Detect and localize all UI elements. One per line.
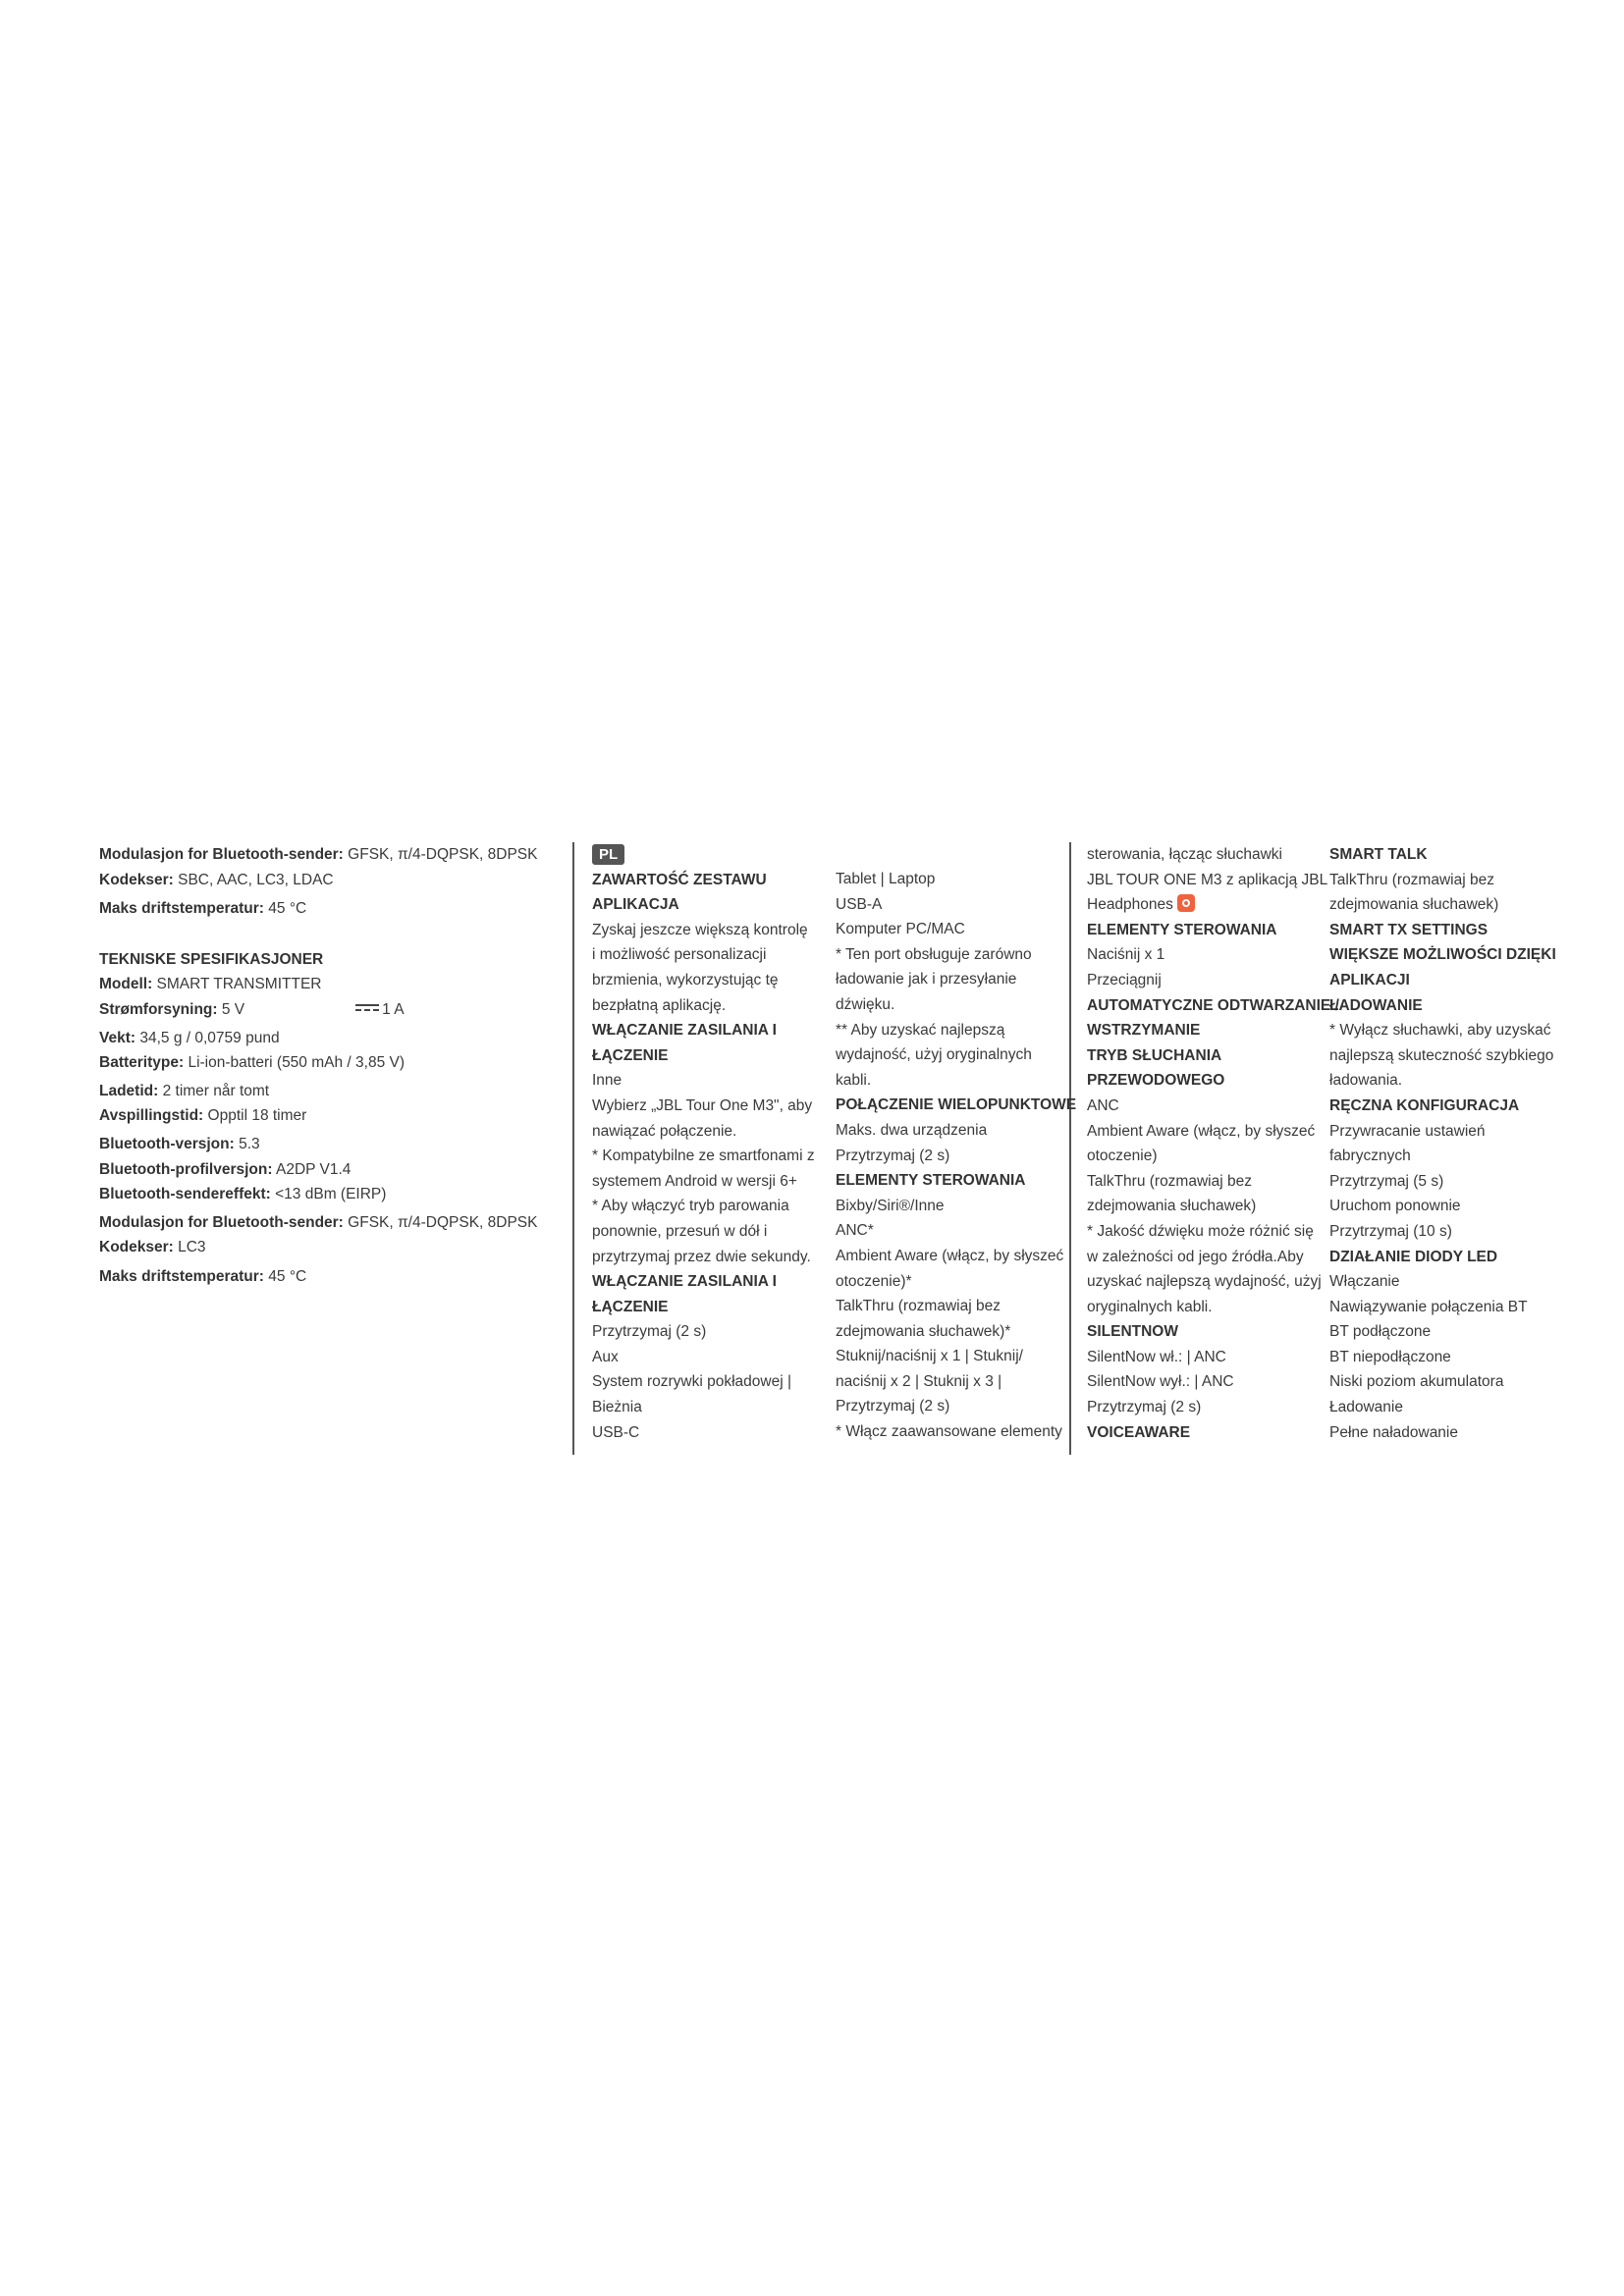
text-line	[1329, 1345, 1556, 1370]
section-heading	[592, 892, 815, 918]
text-line	[1087, 1245, 1339, 1270]
line-text: przytrzymaj przez dwie sekundy.	[592, 1248, 811, 1265]
line-text: Przytrzymaj (2 s)	[592, 1323, 707, 1341]
line-text: Inne	[592, 1072, 623, 1090]
text-line	[836, 1319, 1076, 1345]
spec-playtime: Avspillingstid: Opptil 18 timer	[99, 1107, 307, 1125]
text-line	[836, 892, 1076, 918]
line-text: WŁĄCZANIE ZASILANIA I	[592, 1273, 777, 1291]
line-text: POŁĄCZENIE WIELOPUNKTOWE	[836, 1096, 1077, 1114]
text-line	[1087, 1219, 1339, 1245]
text-line	[1087, 1144, 1339, 1169]
line-text: APLIKACJI	[1329, 971, 1410, 988]
text-line	[1329, 1395, 1556, 1420]
text-line	[1087, 892, 1339, 918]
pl-column-1-lines	[592, 868, 815, 1446]
line-text: zdejmowania słuchawek)*	[836, 1322, 1011, 1340]
spec-modulation-top: Modulasjon for Bluetooth-sender: GFSK, π/4-DQPSK, 8DPSK	[99, 846, 538, 863]
text-line	[1329, 1269, 1556, 1295]
section-heading	[1087, 1043, 1339, 1069]
text-line	[592, 1345, 815, 1370]
spec-maxtemp-top: Maks driftstemperatur: 45 °C	[99, 900, 307, 918]
line-text: WŁĄCZANIE ZASILANIA I	[592, 1022, 777, 1040]
line-text: Stuknij/naciśnij x 1 | Stuknij/	[836, 1348, 1023, 1365]
section-heading	[592, 1018, 815, 1043]
section-heading	[1329, 918, 1556, 943]
text-line	[1329, 1018, 1556, 1043]
text-line	[836, 1042, 1076, 1068]
line-text: bezpłatną aplikację.	[592, 996, 727, 1014]
pl-column-4-lines	[1329, 842, 1556, 1445]
line-text: SilentNow wył.: | ANC	[1087, 1373, 1234, 1391]
spec-power: Strømforsyning: 5 V 1 A	[99, 1000, 405, 1018]
line-text: Włączanie	[1329, 1273, 1400, 1291]
line-text: w zależności od jego źródła.Aby	[1087, 1248, 1304, 1265]
text-line	[592, 1395, 815, 1420]
line-text: SilentNow wł.: | ANC	[1087, 1348, 1226, 1365]
spec-bt-profile: Bluetooth-profilversjon: A2DP V1.4	[99, 1160, 352, 1178]
text-line	[1087, 842, 1339, 868]
text-line	[836, 1118, 1076, 1144]
line-text: RĘCZNA KONFIGURACJA	[1329, 1096, 1520, 1114]
text-line	[592, 993, 815, 1019]
line-text: APLIKACJA	[592, 896, 679, 914]
spec-codecs: Kodekser: LC3	[99, 1239, 206, 1256]
pl-column-1	[592, 842, 815, 1445]
spec-charge: Ladetid: 2 timer når tomt	[99, 1082, 270, 1099]
section-heading	[1087, 1319, 1339, 1345]
text-line	[836, 1194, 1076, 1219]
line-text: Ładowanie	[1329, 1399, 1403, 1416]
section-heading	[592, 1295, 815, 1320]
line-text: Naciśnij x 1	[1087, 946, 1165, 964]
line-text: ZAWARTOŚĆ ZESTAWU	[592, 871, 767, 888]
spec-heading: TEKNISKE SPESIFIKASJONER	[99, 950, 324, 968]
spec-modulation: Modulasjon for Bluetooth-sender: GFSK, π/4-DQPSK, 8DPSK	[99, 1213, 538, 1231]
line-text: ** Aby uzyskać najlepszą	[836, 1021, 1005, 1039]
line-text: BT niepodłączone	[1329, 1348, 1451, 1365]
line-text: Pełne naładowanie	[1329, 1423, 1458, 1441]
line-text: * Aby włączyć tryb parowania	[592, 1198, 789, 1215]
line-text: sterowania, łącząc słuchawki	[1087, 846, 1283, 863]
line-text: ELEMENTY STEROWANIA	[836, 1172, 1026, 1190]
line-text: ŁĄCZENIE	[592, 1298, 669, 1315]
line-text: Komputer PC/MAC	[836, 921, 965, 938]
line-text: System rozrywki pokładowej |	[592, 1373, 792, 1391]
line-text: Tablet | Laptop	[836, 871, 936, 887]
text-line	[1329, 1219, 1556, 1245]
line-text: WIĘKSZE MOŻLIWOŚCI DZIĘKI	[1329, 946, 1556, 964]
text-line	[836, 1369, 1076, 1395]
section-heading	[1329, 942, 1556, 968]
line-text: Przytrzymaj (2 s)	[836, 1398, 950, 1415]
line-text: Headphones	[1087, 896, 1173, 914]
line-text: TRYB SŁUCHANIA	[1087, 1046, 1222, 1064]
text-line	[1329, 1068, 1556, 1094]
pl-column-3	[1087, 842, 1339, 1445]
text-line	[836, 1218, 1076, 1244]
line-text: Przytrzymaj (10 s)	[1329, 1222, 1452, 1240]
text-line	[1329, 1144, 1556, 1169]
text-line	[1329, 1295, 1556, 1320]
text-line	[1087, 1295, 1339, 1320]
text-line	[1087, 1269, 1339, 1295]
line-text: Bixby/Siri®/Inne	[836, 1197, 945, 1214]
text-line	[1087, 1094, 1339, 1119]
text-line	[592, 1245, 815, 1270]
section-heading	[1087, 993, 1339, 1019]
text-line	[1087, 968, 1339, 993]
text-line	[592, 1319, 815, 1345]
section-heading	[592, 1269, 815, 1295]
line-text: ŁADOWANIE	[1329, 996, 1423, 1014]
line-text: fabrycznych	[1329, 1148, 1411, 1165]
line-text: naciśnij x 2 | Stuknij x 3 |	[836, 1372, 1002, 1390]
text-line	[1329, 892, 1556, 918]
line-text: * Włącz zaawansowane elementy	[836, 1423, 1062, 1441]
line-text: ŁĄCZENIE	[592, 1046, 669, 1064]
line-text: Zyskaj jeszcze większą kontrolę	[592, 921, 808, 938]
line-text: Maks. dwa urządzenia	[836, 1121, 988, 1139]
line-text: oryginalnych kabli.	[1087, 1298, 1213, 1315]
section-heading	[1087, 1068, 1339, 1094]
text-line	[836, 1144, 1076, 1169]
line-text: Przeciągnij	[1087, 971, 1162, 988]
line-text: ELEMENTY STEROWANIA	[1087, 921, 1277, 938]
line-text: otoczenie)	[1087, 1148, 1158, 1165]
spec-battery: Batteritype: Li-ion-batteri (550 mAh / 3,85 V)	[99, 1054, 405, 1072]
text-line	[836, 1018, 1076, 1043]
line-text: ładowanie jak i przesyłanie	[836, 971, 1017, 988]
section-heading	[1329, 968, 1556, 993]
app-icon	[1177, 894, 1195, 912]
text-line	[1087, 1169, 1339, 1195]
section-heading	[836, 1168, 1076, 1194]
text-line	[592, 1094, 815, 1119]
line-text: i możliwość personalizacji	[592, 946, 767, 964]
text-line	[836, 1419, 1076, 1445]
text-line	[1087, 868, 1339, 893]
line-text: TalkThru (rozmawiaj bez	[836, 1298, 1001, 1315]
line-text: ANC*	[836, 1222, 874, 1240]
line-text: Ambient Aware (włącz, by słyszeć	[1087, 1122, 1316, 1140]
text-line	[1329, 1169, 1556, 1195]
line-text: Niski poziom akumulatora	[1329, 1373, 1504, 1391]
line-text: SMART TX SETTINGS	[1329, 921, 1489, 938]
text-line	[1329, 1420, 1556, 1446]
text-line	[592, 1119, 815, 1145]
text-line	[1329, 1194, 1556, 1219]
text-line	[836, 1394, 1076, 1419]
line-text: Nawiązywanie połączenia BT	[1329, 1298, 1528, 1315]
text-line	[836, 992, 1076, 1018]
text-line	[1087, 942, 1339, 968]
line-text: Wybierz „JBL Tour One M3", aby	[592, 1096, 813, 1114]
text-line	[1329, 868, 1556, 893]
line-text: JBL TOUR ONE M3 z aplikacją JBL	[1087, 871, 1328, 888]
line-text: systemem Android w wersji 6+	[592, 1172, 797, 1190]
line-text: Przytrzymaj (5 s)	[1329, 1172, 1444, 1190]
line-text: najlepszą skuteczność szybkiego	[1329, 1046, 1554, 1064]
section-heading	[1329, 993, 1556, 1019]
spec-bt-version: Bluetooth-versjon: 5.3	[99, 1135, 260, 1152]
section-heading	[1329, 842, 1556, 868]
text-line	[1087, 1369, 1339, 1395]
text-line	[836, 967, 1076, 992]
spec-maxtemp: Maks driftstemperatur: 45 °C	[99, 1267, 307, 1285]
line-text: USB-C	[592, 1423, 640, 1441]
line-text: Przytrzymaj (2 s)	[1087, 1399, 1202, 1416]
line-text: Uruchom ponownie	[1329, 1198, 1461, 1215]
text-line	[592, 1144, 815, 1169]
pl-column-3-lines	[1087, 842, 1339, 1445]
text-line	[836, 917, 1076, 942]
section-heading	[592, 1043, 815, 1069]
line-text: * Jakość dźwięku może różnić się	[1087, 1222, 1314, 1240]
line-text: * Ten port obsługuje zarówno	[836, 945, 1032, 963]
text-line	[1087, 1345, 1339, 1370]
spec-model: Modell: SMART TRANSMITTER	[99, 976, 322, 993]
dc-symbol-icon	[355, 1004, 379, 1012]
line-text: SMART TALK	[1329, 846, 1428, 863]
line-text: VOICEAWARE	[1087, 1423, 1191, 1441]
line-text: Przywracanie ustawień	[1329, 1122, 1486, 1140]
section-heading	[1087, 918, 1339, 943]
section-heading	[1329, 1245, 1556, 1270]
text-line	[592, 1369, 815, 1395]
line-text: SILENTNOW	[1087, 1323, 1178, 1341]
text-line	[836, 867, 1076, 892]
line-text: USB-A	[836, 895, 883, 913]
section-heading	[1087, 1420, 1339, 1446]
text-line	[836, 1344, 1076, 1369]
line-text: Przytrzymaj (2 s)	[836, 1147, 950, 1164]
text-line	[1087, 1194, 1339, 1219]
line-text: WSTRZYMANIE	[1087, 1022, 1201, 1040]
text-line	[592, 942, 815, 968]
line-text: * Kompatybilne ze smartfonami z	[592, 1148, 815, 1165]
pl-column-2-lines	[836, 867, 1076, 1445]
line-text: nawiązać połączenie.	[592, 1122, 737, 1140]
line-text: BT podłączone	[1329, 1323, 1432, 1341]
line-text: kabli.	[836, 1071, 872, 1089]
text-line	[836, 1269, 1076, 1295]
line-text: brzmienia, wykorzystując tę	[592, 971, 779, 988]
line-text: Aux	[592, 1348, 619, 1365]
line-text: AUTOMATYCZNE ODTWARZANIE /	[1087, 996, 1339, 1014]
spec-bt-power: Bluetooth-sendereffekt: <13 dBm (EIRP)	[99, 1186, 387, 1203]
text-line	[1329, 1319, 1556, 1345]
pl-column-4	[1329, 842, 1556, 1445]
text-line	[1087, 1119, 1339, 1145]
line-text: zdejmowania słuchawek)	[1087, 1198, 1257, 1215]
spec-weight: Vekt: 34,5 g / 0,0759 pund	[99, 1029, 280, 1046]
line-text: dźwięku.	[836, 995, 895, 1013]
text-line	[592, 918, 815, 943]
section-heading	[592, 868, 815, 893]
line-text: Bieżnia	[592, 1399, 642, 1416]
norwegian-spec-column	[99, 842, 537, 1290]
text-line	[592, 1194, 815, 1219]
section-heading	[836, 1093, 1076, 1118]
line-text: ładowania.	[1329, 1072, 1403, 1090]
line-text: TalkThru (rozmawiaj bez	[1329, 871, 1494, 888]
text-line	[592, 1420, 815, 1446]
line-text: PRZEWODOWEGO	[1087, 1072, 1225, 1090]
line-text: Ambient Aware (włącz, by słyszeć	[836, 1247, 1064, 1264]
line-text: uzyskać najlepszą wydajność, użyj	[1087, 1273, 1322, 1291]
text-line	[592, 1219, 815, 1245]
spec-codecs-top: Kodekser: SBC, AAC, LC3, LDAC	[99, 871, 334, 888]
text-line	[836, 1294, 1076, 1319]
section-heading	[1087, 1018, 1339, 1043]
language-badge-pl: PL	[592, 844, 624, 865]
text-line	[836, 942, 1076, 968]
text-line	[1329, 1119, 1556, 1145]
pl-column-2	[836, 867, 1076, 1445]
line-text: TalkThru (rozmawiaj bez	[1087, 1172, 1252, 1190]
line-text: ponownie, przesuń w dół i	[592, 1222, 768, 1240]
line-text: * Wyłącz słuchawki, aby uzyskać	[1329, 1022, 1551, 1040]
column-divider-1	[572, 842, 574, 1455]
text-line	[592, 1169, 815, 1195]
text-line	[836, 1068, 1076, 1094]
section-heading	[1329, 1094, 1556, 1119]
text-line	[1329, 1369, 1556, 1395]
text-line	[836, 1244, 1076, 1269]
text-line	[1087, 1395, 1339, 1420]
line-text: zdejmowania słuchawek)	[1329, 896, 1499, 914]
text-line	[592, 968, 815, 993]
line-text: otoczenie)*	[836, 1272, 912, 1290]
line-text: DZIAŁANIE DIODY LED	[1329, 1248, 1498, 1265]
line-text: wydajność, użyj oryginalnych	[836, 1046, 1032, 1064]
text-line	[592, 1068, 815, 1094]
line-text: ANC	[1087, 1096, 1119, 1114]
text-line	[1329, 1043, 1556, 1069]
